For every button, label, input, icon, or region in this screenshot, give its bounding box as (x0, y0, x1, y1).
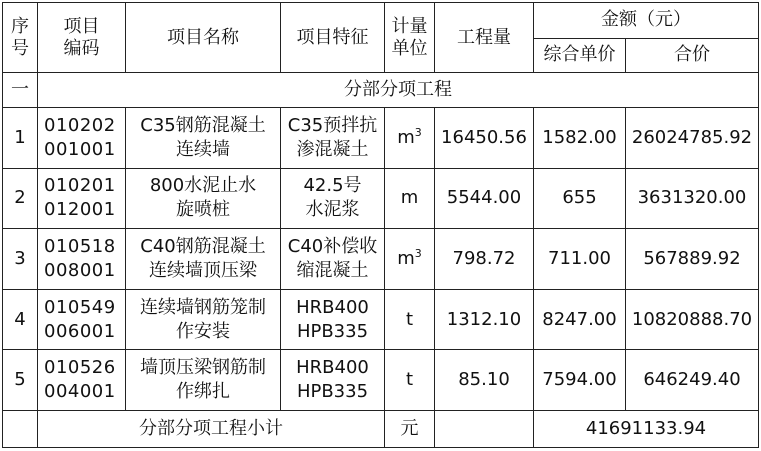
cell-seq: 1 (3, 107, 38, 168)
cell-feature: HRB400 HPB335 (281, 350, 385, 411)
cell-name: 墙顶压梁钢筋制 作绑扎 (126, 350, 281, 411)
cell-feature: C35预拌抗 渗混凝土 (281, 107, 385, 168)
cell-qty: 1312.10 (435, 290, 534, 350)
cell-seq: 3 (3, 229, 38, 290)
cell-unit-price: 1582.00 (534, 107, 626, 168)
cell-code: 010526 004001 (38, 350, 126, 411)
header-seq: 序 号 (3, 3, 38, 73)
subtotal-row (3, 411, 759, 448)
section-seq: 一 (3, 73, 38, 108)
cell-name: C40钢筋混凝土 连续墙顶压梁 (126, 229, 281, 290)
subtotal-qty-empty (435, 411, 534, 448)
cell-seq: 5 (3, 350, 38, 411)
cell-feature: 42.5号 水泥浆 (281, 168, 385, 228)
cell-total: 26024785.92 (626, 107, 759, 168)
header-feature: 项目特征 (281, 3, 385, 73)
cell-name: 800水泥止水 旋喷桩 (126, 168, 281, 228)
cell-unit-price: 8247.00 (534, 290, 626, 350)
subtotal-label: 分部分项工程小计 (38, 411, 385, 448)
cell-code: 010549 006001 (38, 290, 126, 350)
section-title: 分部分项工程 (38, 73, 759, 108)
header-row (3, 3, 759, 39)
header-code: 项目 编码 (38, 3, 126, 73)
cell-unit-price: 7594.00 (534, 350, 626, 411)
cell-unit: $m^3$ (385, 107, 435, 168)
cell-unit: m (385, 168, 435, 228)
cell-qty: 85.10 (435, 350, 534, 411)
table-row (3, 229, 759, 290)
cell-unit: t (385, 350, 435, 411)
cell-name: C35钢筋混凝土 连续墙 (126, 107, 281, 168)
cell-code: 010202 001001 (38, 107, 126, 168)
cell-total: 10820888.70 (626, 290, 759, 350)
table-row (3, 290, 759, 350)
cell-total: 3631320.00 (626, 168, 759, 228)
subtotal-unit: 元 (385, 411, 435, 448)
subtotal-total: 41691133.94 (534, 411, 759, 448)
subtotal-seq-empty (3, 411, 38, 448)
cell-qty: 798.72 (435, 229, 534, 290)
cell-qty: 5544.00 (435, 168, 534, 228)
cell-total: 567889.92 (626, 229, 759, 290)
cell-qty: 16450.56 (435, 107, 534, 168)
cell-feature: C40补偿收 缩混凝土 (281, 229, 385, 290)
section-row (3, 73, 759, 108)
table-row (3, 107, 759, 168)
cell-unit-price: 711.00 (534, 229, 626, 290)
cell-unit: t (385, 290, 435, 350)
cell-code: 010518 008001 (38, 229, 126, 290)
header-unit: 计量 单位 (385, 3, 435, 73)
table-row (3, 350, 759, 411)
cell-feature: HRB400 HPB335 (281, 290, 385, 350)
header-qty: 工程量 (435, 3, 534, 73)
cell-code: 010201 012001 (38, 168, 126, 228)
cell-total: 646249.40 (626, 350, 759, 411)
header-total: 合价 (626, 38, 759, 73)
cell-seq: 2 (3, 168, 38, 228)
table-row (3, 168, 759, 228)
header-amount: 金额（元） (534, 3, 759, 39)
header-name: 项目名称 (126, 3, 281, 73)
cell-name: 连续墙钢筋笼制 作安装 (126, 290, 281, 350)
header-unit-price: 综合单价 (534, 38, 626, 73)
bill-of-quantities-table (2, 2, 759, 448)
cell-seq: 4 (3, 290, 38, 350)
cell-unit: $m^3$ (385, 229, 435, 290)
cell-unit-price: 655 (534, 168, 626, 228)
